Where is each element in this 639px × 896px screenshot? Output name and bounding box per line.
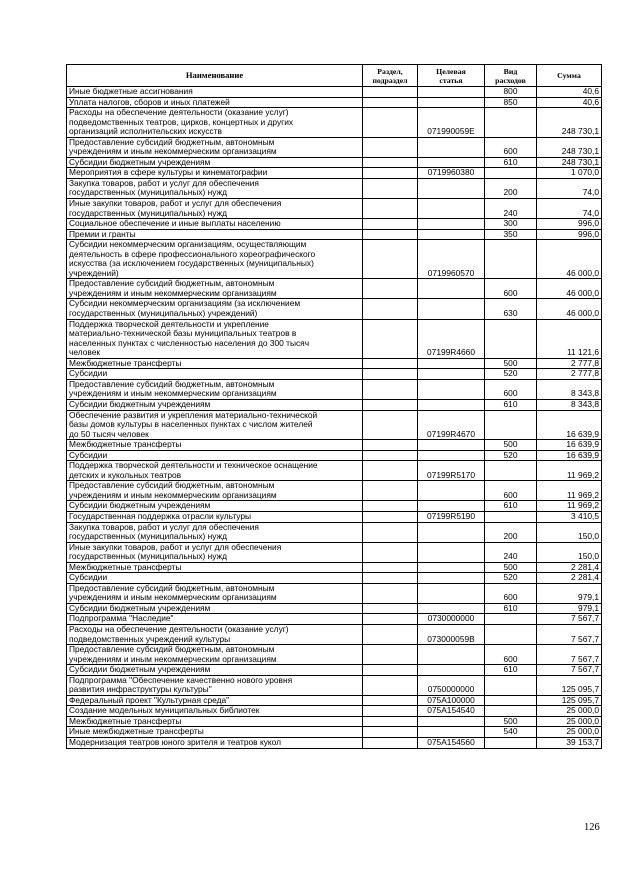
row-target [418,665,485,676]
row-section [363,450,418,461]
row-sum: 16 639,9 [537,410,602,440]
header-target: Целевая статья [418,65,485,87]
row-section [363,665,418,676]
row-target: 07199R4660 [418,319,485,358]
row-sum: 125 095,7 [537,675,602,695]
row-type [485,410,537,440]
row-type: 200 [485,522,537,542]
row-target: 0719960380 [418,168,485,179]
row-target [418,219,485,230]
row-sum: 7 567,7 [537,645,602,665]
row-sum: 11 969,2 [537,501,602,512]
row-sum: 25 000,0 [537,716,602,727]
row-section [363,279,418,299]
row-section [363,97,418,108]
row-type: 540 [485,727,537,738]
row-section [363,199,418,219]
row-section [363,399,418,410]
table-body [67,87,602,749]
row-section [363,624,418,644]
header-sum: Сумма [537,65,602,87]
table-row [67,511,602,522]
row-target [418,583,485,603]
row-type [485,168,537,179]
table-row [67,410,602,440]
table-row [67,562,602,573]
row-type: 500 [485,358,537,369]
budget-table [66,64,602,749]
row-type: 300 [485,219,537,230]
row-target [418,199,485,219]
row-sum: 248 730,1 [537,157,602,168]
row-sum: 16 639,9 [537,440,602,451]
row-target [418,399,485,410]
table-row [67,87,602,98]
row-sum: 1 070,0 [537,168,602,179]
row-type: 600 [485,137,537,157]
row-sum: 16 639,9 [537,450,602,461]
row-name: Субсидии [67,573,363,584]
row-name: Субсидии бюджетным учреждениям [67,501,363,512]
table-row [67,542,602,562]
row-type [485,319,537,358]
table-row [67,399,602,410]
row-section [363,645,418,665]
row-section [363,229,418,240]
row-section [363,410,418,440]
header-name: Наименование [67,65,363,87]
table-row [67,727,602,738]
row-name: Субсидии некоммерческим организациям (за исключением государственных (муниципальных) учреждений) [67,299,363,319]
table-row [67,97,602,108]
row-name: Межбюджетные трансферты [67,562,363,573]
row-section [363,319,418,358]
row-section [363,614,418,625]
row-name: Иные межбюджетные трансферты [67,727,363,738]
row-type: 610 [485,603,537,614]
row-type [485,624,537,644]
row-sum: 996,0 [537,219,602,230]
row-name: Предоставление субсидий бюджетным, автономным учреждениям и иным некоммерческим организациям [67,137,363,157]
row-name: Предоставление субсидий бюджетным, автономным учреждениям и иным некоммерческим организациям [67,379,363,399]
row-name: Расходы на обеспечение деятельности (оказание услуг) подведомственных театров, цирков, концертных и других организаций исполнительских искусств [67,108,363,138]
table-row [67,450,602,461]
row-name: Расходы на обеспечение деятельности (оказание услуг) подведомственных учреждений культуры [67,624,363,644]
row-name: Создание модельных муниципальных библиотек [67,706,363,717]
row-type [485,461,537,481]
row-target [418,573,485,584]
row-target [418,603,485,614]
row-target [418,97,485,108]
row-target [418,562,485,573]
row-sum: 74,0 [537,199,602,219]
table-row [67,461,602,481]
row-target [418,542,485,562]
table-row [67,358,602,369]
row-name: Субсидии некоммерческим организациям, осуществляющим деятельность в сфере профессионального хореографического искусства (за исключением государственных (муниципальных) учреждений) [67,240,363,279]
row-type: 630 [485,299,537,319]
row-type: 610 [485,399,537,410]
row-section [363,583,418,603]
row-target: 07199R5170 [418,461,485,481]
row-section [363,675,418,695]
row-target: 07199R4670 [418,410,485,440]
row-type: 610 [485,501,537,512]
row-sum: 7 567,7 [537,665,602,676]
row-section [363,738,418,749]
row-name: Субсидии бюджетным учреждениям [67,603,363,614]
row-sum: 996,0 [537,229,602,240]
row-name: Государственная поддержка отрасли культуры [67,511,363,522]
row-sum: 3 410,5 [537,511,602,522]
row-name: Поддержка творческой деятельности и укрепление материально-технической базы муниципальных театров в населенных пунктах с численностью населения до 300 тысяч человек [67,319,363,358]
table-row [67,614,602,625]
row-section [363,379,418,399]
row-type: 600 [485,379,537,399]
row-name: Субсидии бюджетным учреждениям [67,399,363,410]
row-type: 500 [485,440,537,451]
table-row [67,501,602,512]
table-row [67,603,602,614]
row-target [418,450,485,461]
row-name: Премии и гранты [67,229,363,240]
row-target: 073000059В [418,624,485,644]
row-name: Субсидии [67,369,363,380]
row-name: Межбюджетные трансферты [67,440,363,451]
row-section [363,137,418,157]
row-sum: 979,1 [537,583,602,603]
row-name: Межбюджетные трансферты [67,716,363,727]
row-name: Закупка товаров, работ и услуг для обеспечения государственных (муниципальных) нужд [67,178,363,198]
row-target: 075A154560 [418,738,485,749]
table-row [67,716,602,727]
table-row [67,219,602,230]
table-row [67,299,602,319]
row-type [485,738,537,749]
row-sum: 125 095,7 [537,695,602,706]
row-target [418,229,485,240]
row-type [485,614,537,625]
row-name: Иные бюджетные ассигнования [67,87,363,98]
row-type: 600 [485,645,537,665]
table-row [67,695,602,706]
row-section [363,481,418,501]
row-name: Межбюджетные трансферты [67,358,363,369]
row-section [363,87,418,98]
row-target: 0750000000 [418,675,485,695]
table-row [67,481,602,501]
row-sum: 11 969,2 [537,481,602,501]
row-target: 07199R5190 [418,511,485,522]
row-sum: 2 281,4 [537,562,602,573]
table-row [67,199,602,219]
row-type: 850 [485,97,537,108]
row-type: 600 [485,279,537,299]
row-section [363,706,418,717]
row-name: Подпрограмма "Обеспечение качественно нового уровня развития инфраструктуры культуры" [67,675,363,695]
header-row [67,65,602,87]
table-row [67,379,602,399]
row-section [363,369,418,380]
table-row [67,522,602,542]
row-type: 500 [485,716,537,727]
row-sum: 46 000,0 [537,299,602,319]
table-row [67,178,602,198]
table-row [67,624,602,644]
row-section [363,168,418,179]
table-row [67,369,602,380]
row-sum: 2 777,8 [537,369,602,380]
table-row [67,583,602,603]
row-section [363,299,418,319]
row-sum: 40,6 [537,97,602,108]
row-type: 520 [485,573,537,584]
row-section [363,157,418,168]
row-sum: 25 000,0 [537,706,602,717]
row-type: 600 [485,583,537,603]
row-sum: 150,0 [537,522,602,542]
row-sum: 2 777,8 [537,358,602,369]
row-sum: 979,1 [537,603,602,614]
row-type: 240 [485,199,537,219]
row-section [363,219,418,230]
row-sum: 11 121,6 [537,319,602,358]
row-name: Субсидии [67,450,363,461]
table-row [67,738,602,749]
row-type: 520 [485,450,537,461]
row-sum: 248 730,1 [537,108,602,138]
row-type [485,675,537,695]
row-section [363,440,418,451]
row-target [418,440,485,451]
row-type [485,511,537,522]
row-name: Предоставление субсидий бюджетным, автономным учреждениям и иным некоммерческим организациям [67,583,363,603]
row-sum: 150,0 [537,542,602,562]
row-target [418,379,485,399]
row-sum: 39 153,7 [537,738,602,749]
row-section [363,573,418,584]
table-row [67,108,602,138]
row-name: Закупка товаров, работ и услуг для обеспечения государственных (муниципальных) нужд [67,522,363,542]
row-sum: 46 000,0 [537,240,602,279]
row-target: 0730000000 [418,614,485,625]
row-target [418,137,485,157]
row-target: 071990059Е [418,108,485,138]
row-sum: 25 000,0 [537,727,602,738]
row-target [418,369,485,380]
row-section [363,603,418,614]
row-section [363,511,418,522]
row-sum: 2 281,4 [537,573,602,584]
row-name: Предоставление субсидий бюджетным, автономным учреждениям и иным некоммерческим организациям [67,481,363,501]
row-type [485,695,537,706]
row-target [418,299,485,319]
row-section [363,727,418,738]
row-name: Социальное обеспечение и иные выплаты населению [67,219,363,230]
row-target [418,522,485,542]
row-type: 200 [485,178,537,198]
row-name: Федеральный проект "Культурная среда" [67,695,363,706]
row-target [418,358,485,369]
table-row [67,229,602,240]
row-name: Обеспечение развития и укрепления материально-технической базы домов культуры в населенных пунктах с числом жителей до 50 тысяч человек [67,410,363,440]
table-row [67,665,602,676]
table-row [67,279,602,299]
row-name: Мероприятия в сфере культуры и кинематографии [67,168,363,179]
row-type: 350 [485,229,537,240]
row-type [485,108,537,138]
table-row [67,240,602,279]
header-section: Раздел, подраздел [363,65,418,87]
row-sum: 8 343,8 [537,399,602,410]
table-row [67,706,602,717]
table-row [67,319,602,358]
row-target [418,727,485,738]
row-section [363,240,418,279]
row-type: 600 [485,481,537,501]
row-type [485,706,537,717]
row-target: 075A100000 [418,695,485,706]
table-row [67,573,602,584]
row-target [418,87,485,98]
row-target: 075A154540 [418,706,485,717]
row-section [363,542,418,562]
row-section [363,178,418,198]
page-number: 126 [584,822,600,833]
table-row [67,137,602,157]
header-type: Вид расходов [485,65,537,87]
row-type: 520 [485,369,537,380]
row-section [363,716,418,727]
row-sum: 46 000,0 [537,279,602,299]
row-name: Предоставление субсидий бюджетным, автономным учреждениям и иным некоммерческим организациям [67,645,363,665]
row-target [418,645,485,665]
row-section [363,461,418,481]
row-target [418,157,485,168]
row-sum: 11 969,2 [537,461,602,481]
row-name: Модернизация театров юного зрителя и театров кукол [67,738,363,749]
table-row [67,675,602,695]
row-target [418,501,485,512]
table-row [67,157,602,168]
row-section [363,695,418,706]
row-name: Иные закупки товаров, работ и услуг для обеспечения государственных (муниципальных) нужд [67,199,363,219]
row-section [363,108,418,138]
row-sum: 7 567,7 [537,624,602,644]
row-name: Иные закупки товаров, работ и услуг для обеспечения государственных (муниципальных) нужд [67,542,363,562]
row-type: 800 [485,87,537,98]
row-section [363,522,418,542]
row-sum: 7 567,7 [537,614,602,625]
row-name: Поддержка творческой деятельности и техническое оснащение детских и кукольных театров [67,461,363,481]
row-section [363,501,418,512]
table-row [67,645,602,665]
row-target [418,716,485,727]
row-name: Предоставление субсидий бюджетным, автономным учреждениям и иным некоммерческим организациям [67,279,363,299]
row-target [418,178,485,198]
table-row [67,440,602,451]
row-target: 0719960570 [418,240,485,279]
row-name: Субсидии бюджетным учреждениям [67,157,363,168]
table-row [67,168,602,179]
row-type: 610 [485,665,537,676]
row-type [485,240,537,279]
row-name: Подпрограмма "Наследие" [67,614,363,625]
row-sum: 8 343,8 [537,379,602,399]
row-section [363,358,418,369]
row-target [418,279,485,299]
row-type: 610 [485,157,537,168]
row-name: Уплата налогов, сборов и иных платежей [67,97,363,108]
row-type: 240 [485,542,537,562]
row-sum: 248 730,1 [537,137,602,157]
row-sum: 40,6 [537,87,602,98]
row-target [418,481,485,501]
row-name: Субсидии бюджетным учреждениям [67,665,363,676]
row-type: 500 [485,562,537,573]
row-sum: 74,0 [537,178,602,198]
row-section [363,562,418,573]
